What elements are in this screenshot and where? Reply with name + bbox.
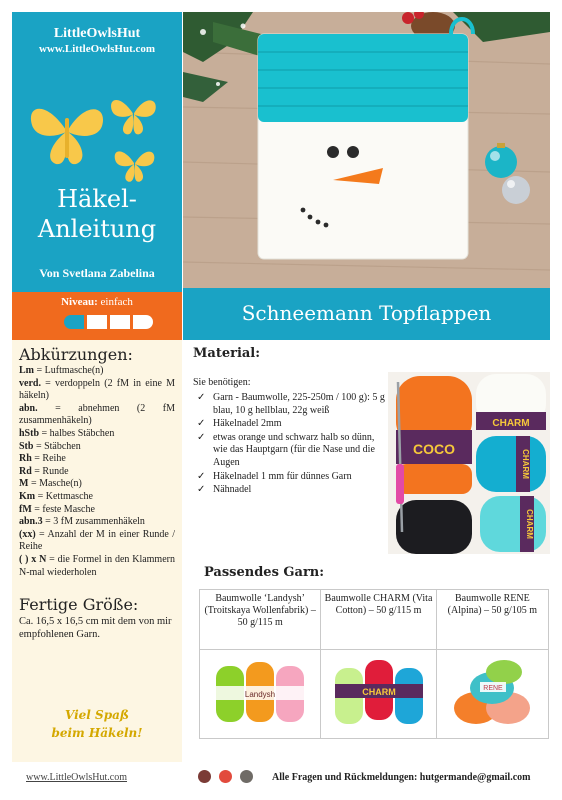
abbreviation-item: hStb = halbes Stäbchen (19, 427, 115, 439)
sidebar (12, 340, 182, 762)
finished-size-text: Ca. 16,5 x 16,5 cm mit dem von mir empfohlenen Garn. (19, 616, 172, 641)
abbreviation-item: Rh = Reihe (19, 453, 66, 465)
hero-photo (183, 12, 550, 288)
material-intro: Sie benötigen: (193, 377, 251, 388)
brand-name: LittleOwlsHut (53, 26, 141, 41)
landysh-yarn-image (210, 652, 310, 732)
recommended-yarn-table (199, 589, 549, 739)
material-yarn-photo (388, 372, 550, 554)
checkmark-icon: ✓ (197, 431, 206, 443)
abbreviation-item: Stb = Stäbchen (19, 440, 81, 452)
yarn-text-row (200, 590, 549, 650)
abbreviation-item: abn.3 = 3 fM zusammenhäkeln (19, 516, 145, 528)
abbreviations-heading: Abkürzungen: (19, 345, 133, 364)
yarn-image-cell (200, 650, 321, 739)
yarn-image-cell (436, 650, 548, 739)
checkmark-icon: ✓ (197, 470, 206, 482)
charm-yarn-image (329, 652, 429, 732)
yarn-image-row (200, 650, 549, 739)
brand-panel (12, 12, 182, 292)
yarn-brand-label: CHARM (361, 687, 396, 697)
material-heading: Material: (193, 346, 261, 361)
author: Von Svetlana Zabelina (39, 266, 155, 280)
butterfly-icons (26, 70, 166, 182)
decorative-dot (240, 770, 253, 783)
level-label (12, 296, 182, 308)
material-item: ✓ Nähnadel (197, 484, 252, 496)
material-item: ✓ etwas orange und schwarz halb so dünn, wie das Hauptgarn (für die Nase und die Augen (197, 431, 375, 468)
abbreviation-item: M = Masche(n) (19, 478, 82, 490)
contact-email[interactable]: hutgermande@gmail.com (419, 772, 531, 783)
title-banner (183, 288, 550, 340)
level-pill-filled (64, 315, 84, 329)
yarn-balls-image (388, 372, 550, 554)
level-pill (110, 315, 130, 329)
page-title (12, 184, 182, 244)
contact-label: Alle Fragen und Rückmeldungen: (272, 772, 418, 783)
abbreviation-item: Rd = Runde (19, 465, 69, 477)
footer-website-link[interactable]: www.LittleOwlsHut.com (26, 772, 128, 783)
material-list (197, 392, 387, 498)
fun-note (12, 706, 182, 742)
footer-dots (198, 770, 268, 784)
level-indicator (64, 315, 154, 329)
finished-size-heading: Fertige Größe: (19, 595, 139, 615)
abbreviation-item: ( ) x N = die Formel in den Klammern N-mal wiederholen (19, 553, 175, 578)
fun-note-line-2: beim Häkeln! (51, 726, 143, 740)
yarn-label-text: COCO (413, 441, 455, 457)
butterfly-icon (115, 151, 155, 181)
yarn-label-text: CHARM (521, 449, 530, 479)
level-prefix: Niveau: (61, 296, 98, 308)
material-item: ✓ Häkelnadel 1 mm für dünnes Garn (197, 470, 352, 482)
yarn-brand-label: Landysh (245, 690, 276, 699)
material-item: ✓ Garn - Baumwolle, 225-250m / 100 g): 5 g blau, 10 g hellblau, 22g weiß (197, 392, 385, 416)
footer-contact (272, 772, 530, 783)
title-line-1: Häkel- (57, 185, 137, 213)
butterfly-icon (111, 100, 156, 134)
abbreviation-item: Km = Kettmasche (19, 490, 93, 502)
brand-url[interactable]: www.LittleOwlsHut.com (38, 43, 156, 55)
recommended-yarn-heading: Passendes Garn: (204, 565, 325, 580)
decorative-dot (198, 770, 211, 783)
snowman-potholder-image (183, 12, 550, 288)
checkmark-icon: ✓ (197, 418, 206, 430)
abbreviation-item: fM = feste Masche (19, 503, 95, 515)
level-value: einfach (100, 296, 133, 308)
abbreviation-item: abn. = abnehmen (2 fM zusammenhäkeln) (19, 402, 175, 427)
yarn-image-cell (321, 650, 436, 739)
yarn-label-text: CHARM (492, 418, 530, 429)
butterfly-icon (31, 109, 103, 164)
fun-note-line-1: Viel Spaß (65, 708, 129, 722)
rene-yarn-image (442, 652, 542, 732)
checkmark-icon: ✓ (197, 484, 206, 496)
title-line-2: Anleitung (37, 215, 157, 243)
abbreviation-item: verd. = verdoppeln (2 fM in eine M häkeln) (19, 377, 175, 402)
checkmark-icon: ✓ (197, 392, 206, 403)
yarn-label-text: CHARM (525, 509, 534, 539)
pattern-title: Schneemann Topflappen (241, 301, 492, 325)
level-pill (87, 315, 107, 329)
level-bar (12, 292, 182, 340)
level-pill (133, 315, 153, 329)
yarn-cell: Baumwolle CHARM (Vita Cotton) – 50 g/115 m (321, 590, 436, 650)
yarn-brand-label: RENE (483, 685, 504, 692)
yarn-cell: Baumwolle ‘Landysh’ (Troitskaya Wollenfabrik) – 50 g/115 m (200, 590, 321, 650)
abbreviation-item: (xx) = Anzahl der M in einer Runde / Reihe (19, 528, 175, 553)
yarn-cell: Baumwolle RENE (Alpina) – 50 g/105 m (436, 590, 548, 650)
material-item: ✓ Häkelnadel 2mm (197, 418, 282, 430)
abbreviations-list (19, 365, 175, 579)
decorative-dot (219, 770, 232, 783)
abbreviation-item: Lm = Luftmasche(n) (19, 365, 104, 376)
